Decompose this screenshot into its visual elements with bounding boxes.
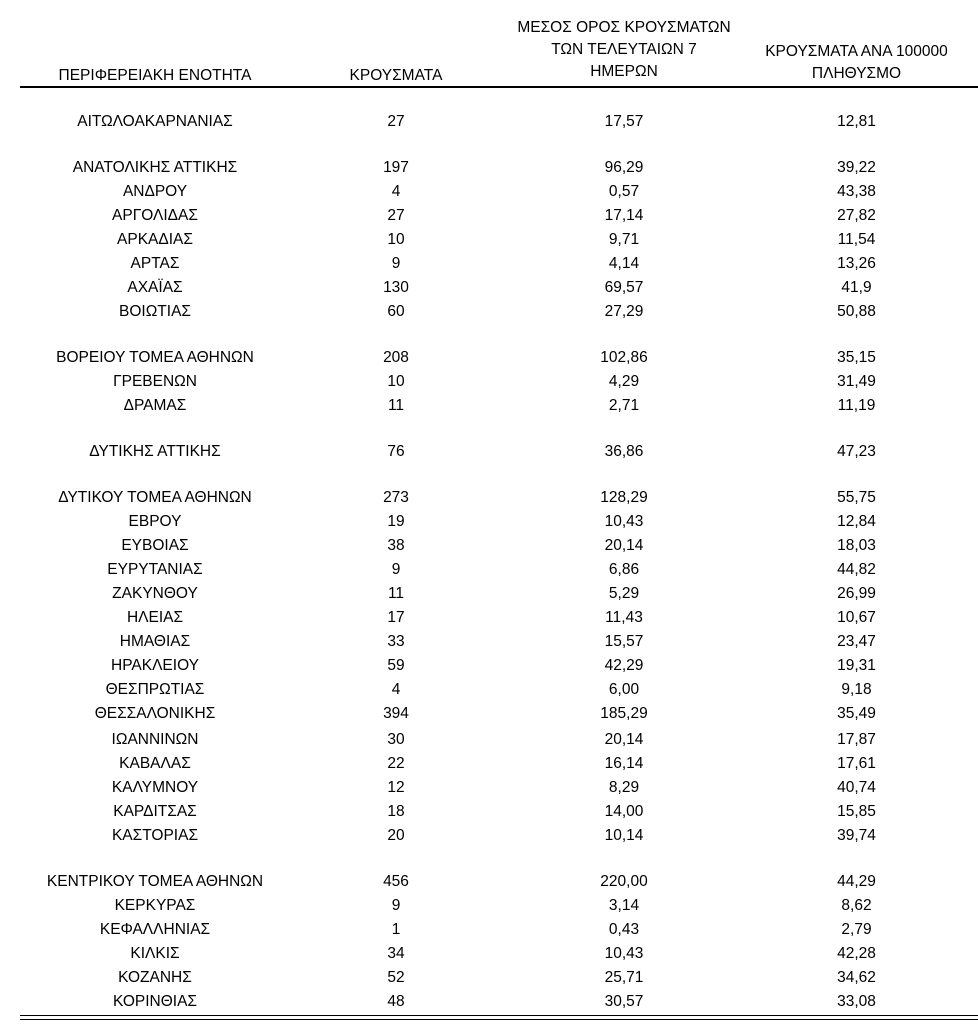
cell-region: ΚΕΡΚΥΡΑΣ	[114, 897, 196, 914]
cell-region: ΑΡΓΟΛΙΔΑΣ	[112, 207, 198, 224]
cell-region: ΔΥΤΙΚΗΣ ΑΤΤΙΚΗΣ	[89, 443, 221, 460]
cell-per100k: 44,29	[837, 873, 876, 890]
table-row	[0, 654, 978, 678]
footer-divider	[20, 1015, 978, 1016]
cell-avg7: 96,29	[604, 159, 644, 176]
cell-region: ΕΥΡΥΤΑΝΙΑΣ	[107, 561, 203, 578]
cell-per100k: 47,23	[837, 443, 876, 460]
cell-region: ΖΑΚΥΝΘΟΥ	[112, 585, 198, 602]
cell-per100k: 39,22	[837, 159, 876, 176]
cell-cases: 456	[383, 873, 409, 890]
cell-region: ΑΙΤΩΛΟΑΚΑΡΝΑΝΙΑΣ	[77, 113, 233, 130]
cell-cases: 1	[391, 921, 401, 938]
table-row	[0, 440, 978, 464]
cell-region: ΚΑΛΥΜΝΟΥ	[111, 779, 199, 796]
cell-avg7: 10,14	[604, 827, 644, 844]
cell-cases: 33	[387, 633, 405, 650]
cell-avg7: 36,86	[604, 443, 644, 460]
cell-per100k: 43,38	[837, 183, 876, 200]
header-line: ΤΩΝ ΤΕΛΕΥΤΑΙΩΝ 7	[551, 41, 697, 58]
cell-region: ΚΕΦΑΛΛΗΝΙΑΣ	[99, 921, 211, 938]
table-row	[0, 870, 978, 894]
cell-region: ΚΟΖΑΝΗΣ	[118, 969, 192, 986]
cell-per100k: 31,49	[837, 373, 876, 390]
cell-region: ΑΝΔΡΟΥ	[122, 183, 188, 200]
cell-region: ΙΩΑΝΝΙΝΩΝ	[111, 731, 199, 748]
cell-cases: 27	[387, 207, 405, 224]
table-row	[0, 346, 978, 370]
cell-cases: 60	[387, 303, 405, 320]
cell-avg7: 25,71	[604, 969, 644, 986]
cell-cases: 4	[391, 183, 401, 200]
cell-per100k: 27,82	[837, 207, 876, 224]
cell-region: ΕΥΒΟΙΑΣ	[121, 537, 189, 554]
cell-avg7: 185,29	[600, 705, 648, 722]
cell-cases: 27	[387, 113, 405, 130]
table-row	[0, 800, 978, 824]
table-row	[0, 228, 978, 252]
cell-avg7: 5,29	[608, 585, 640, 602]
cell-avg7: 11,43	[605, 609, 643, 626]
table-row	[0, 558, 978, 582]
cell-avg7: 20,14	[604, 731, 644, 748]
cell-per100k: 55,75	[837, 489, 876, 506]
table-row	[0, 942, 978, 966]
cell-avg7: 69,57	[604, 279, 644, 296]
cell-cases: 18	[387, 803, 405, 820]
cell-cases: 10	[387, 231, 405, 248]
cell-region: ΚΑΡΔΙΤΣΑΣ	[113, 803, 197, 820]
cell-avg7: 220,00	[600, 873, 648, 890]
cell-avg7: 14,00	[604, 803, 644, 820]
cell-cases: 48	[387, 993, 405, 1010]
cell-region: ΔΥΤΙΚΟΥ ΤΟΜΕΑ ΑΘΗΝΩΝ	[58, 489, 252, 506]
header-per100k	[735, 41, 978, 85]
header-line: ΚΡΟΥΣΜΑΤΑ	[349, 67, 443, 84]
table-row	[0, 776, 978, 800]
table-row	[0, 728, 978, 752]
cell-per100k: 40,74	[837, 779, 876, 796]
cell-per100k: 8,62	[841, 897, 872, 914]
cell-region: ΚΑΣΤΟΡΙΑΣ	[111, 827, 199, 844]
cell-cases: 9	[391, 255, 401, 272]
cell-region: ΗΡΑΚΛΕΙΟΥ	[111, 657, 199, 674]
cell-avg7: 17,14	[604, 207, 644, 224]
cell-region: ΔΡΑΜΑΣ	[123, 397, 187, 414]
header-line: ΚΡΟΥΣΜΑΤΑ ΑΝΑ 100000	[765, 43, 948, 60]
cell-per100k: 19,31	[837, 657, 876, 674]
cell-region: ΚΟΡΙΝΘΙΑΣ	[112, 993, 198, 1010]
table-row	[0, 990, 978, 1014]
table-row	[0, 534, 978, 558]
table-row	[0, 156, 978, 180]
cell-per100k: 9,18	[841, 681, 872, 698]
cell-region: ΒΟΙΩΤΙΑΣ	[119, 303, 191, 320]
table-row	[0, 966, 978, 990]
table-row	[0, 678, 978, 702]
cell-avg7: 9,71	[608, 231, 640, 248]
cell-region: ΚΕΝΤΡΙΚΟΥ ΤΟΜΕΑ ΑΘΗΝΩΝ	[46, 873, 264, 890]
cell-cases: 394	[383, 705, 409, 722]
cell-per100k: 12,81	[837, 113, 876, 130]
cell-cases: 12	[387, 779, 405, 796]
table-row	[0, 300, 978, 324]
cell-avg7: 17,57	[604, 113, 644, 130]
cell-per100k: 17,61	[837, 755, 876, 772]
cell-cases: 38	[387, 537, 405, 554]
header-divider	[20, 86, 978, 88]
cell-avg7: 27,29	[604, 303, 644, 320]
cell-cases: 197	[383, 159, 409, 176]
cell-cases: 208	[383, 349, 409, 366]
cell-avg7: 4,29	[608, 373, 640, 390]
table-row	[0, 894, 978, 918]
cell-avg7: 0,43	[608, 921, 640, 938]
header-line: ΠΛΗΘΥΣΜΟ	[811, 65, 902, 82]
header-line: ΗΜΕΡΩΝ	[590, 63, 658, 80]
table-row	[0, 370, 978, 394]
cell-cases: 273	[383, 489, 409, 506]
table-row	[0, 252, 978, 276]
table-row	[0, 276, 978, 300]
cell-region: ΗΜΑΘΙΑΣ	[119, 633, 191, 650]
cell-cases: 17	[387, 609, 405, 626]
cell-per100k: 15,85	[837, 803, 876, 820]
cell-region: ΘΕΣΣΑΛΟΝΙΚΗΣ	[94, 705, 216, 722]
cell-cases: 22	[387, 755, 405, 772]
cell-avg7: 20,14	[604, 537, 644, 554]
cell-avg7: 6,00	[608, 681, 640, 698]
cell-cases: 9	[391, 561, 401, 578]
cell-cases: 130	[383, 279, 409, 296]
cell-per100k: 18,03	[837, 537, 876, 554]
table-row	[0, 582, 978, 606]
cell-avg7: 15,57	[604, 633, 644, 650]
footer-divider	[20, 1019, 978, 1020]
cell-region: ΘΕΣΠΡΩΤΙΑΣ	[105, 681, 205, 698]
cell-per100k: 12,84	[837, 513, 876, 530]
cell-region: ΑΧΑΪΑΣ	[127, 279, 183, 296]
cell-cases: 20	[387, 827, 405, 844]
cell-cases: 10	[387, 373, 405, 390]
table-row	[0, 486, 978, 510]
cell-cases: 19	[387, 513, 405, 530]
cell-cases: 34	[387, 945, 405, 962]
table-row	[0, 606, 978, 630]
table-row	[0, 824, 978, 848]
cell-cases: 11	[387, 585, 405, 602]
cell-per100k: 13,26	[837, 255, 876, 272]
cell-per100k: 41,9	[841, 279, 872, 296]
cell-per100k: 2,79	[841, 921, 872, 938]
table-row	[0, 918, 978, 942]
cell-per100k: 42,28	[837, 945, 876, 962]
cell-avg7: 16,14	[604, 755, 644, 772]
header-region	[20, 65, 290, 87]
cell-per100k: 39,74	[837, 827, 876, 844]
cell-avg7: 10,43	[604, 945, 644, 962]
cell-region: ΑΡΤΑΣ	[130, 255, 180, 272]
cell-avg7: 102,86	[600, 349, 648, 366]
cell-cases: 52	[387, 969, 405, 986]
cell-region: ΑΝΑΤΟΛΙΚΗΣ ΑΤΤΙΚΗΣ	[72, 159, 238, 176]
cell-per100k: 11,19	[837, 397, 876, 414]
cell-region: ΚΙΛΚΙΣ	[130, 945, 180, 962]
header-line: ΠΕΡΙΦΕΡΕΙΑΚΗ ΕΝΟΤΗΤΑ	[58, 67, 252, 84]
cell-cases: 76	[387, 443, 405, 460]
cell-per100k: 11,54	[837, 231, 876, 248]
table-row	[0, 702, 978, 726]
cell-avg7: 10,43	[604, 513, 644, 530]
cell-avg7: 8,29	[608, 779, 640, 796]
table-row	[0, 394, 978, 418]
cell-avg7: 30,57	[604, 993, 644, 1010]
cell-per100k: 17,87	[837, 731, 876, 748]
cell-avg7: 4,14	[608, 255, 640, 272]
cell-region: ΗΛΕΙΑΣ	[126, 609, 184, 626]
cell-avg7: 3,14	[608, 897, 640, 914]
table-row	[0, 110, 978, 134]
header-line: ΜΕΣΟΣ ΟΡΟΣ ΚΡΟΥΣΜΑΤΩΝ	[517, 19, 731, 36]
table-row	[0, 752, 978, 776]
cell-per100k: 35,15	[837, 349, 876, 366]
cell-region: ΑΡΚΑΔΙΑΣ	[117, 231, 193, 248]
cell-per100k: 34,62	[837, 969, 876, 986]
cell-per100k: 44,82	[837, 561, 876, 578]
cell-region: ΕΒΡΟΥ	[128, 513, 182, 530]
cell-avg7: 2,71	[608, 397, 640, 414]
cell-per100k: 35,49	[837, 705, 876, 722]
header-cases	[335, 65, 457, 87]
cell-cases: 9	[391, 897, 401, 914]
table-row	[0, 204, 978, 228]
cell-region: ΓΡΕΒΕΝΩΝ	[113, 373, 197, 390]
cell-region: ΒΟΡΕΙΟΥ ΤΟΜΕΑ ΑΘΗΝΩΝ	[56, 349, 254, 366]
cell-per100k: 23,47	[837, 633, 876, 650]
cell-region: ΚΑΒΑΛΑΣ	[119, 755, 191, 772]
table-row	[0, 510, 978, 534]
table-row	[0, 180, 978, 204]
cell-avg7: 0,57	[608, 183, 640, 200]
cell-avg7: 6,86	[608, 561, 640, 578]
cell-per100k: 50,88	[837, 303, 876, 320]
cell-cases: 59	[387, 657, 405, 674]
cell-per100k: 10,67	[837, 609, 876, 626]
cell-cases: 30	[387, 731, 405, 748]
cell-per100k: 26,99	[837, 585, 876, 602]
cell-avg7: 128,29	[600, 489, 648, 506]
cell-cases: 11	[387, 397, 405, 414]
table-row	[0, 630, 978, 654]
cell-cases: 4	[391, 681, 401, 698]
cell-per100k: 33,08	[837, 993, 876, 1010]
header-avg7	[490, 17, 758, 83]
cell-avg7: 42,29	[604, 657, 644, 674]
